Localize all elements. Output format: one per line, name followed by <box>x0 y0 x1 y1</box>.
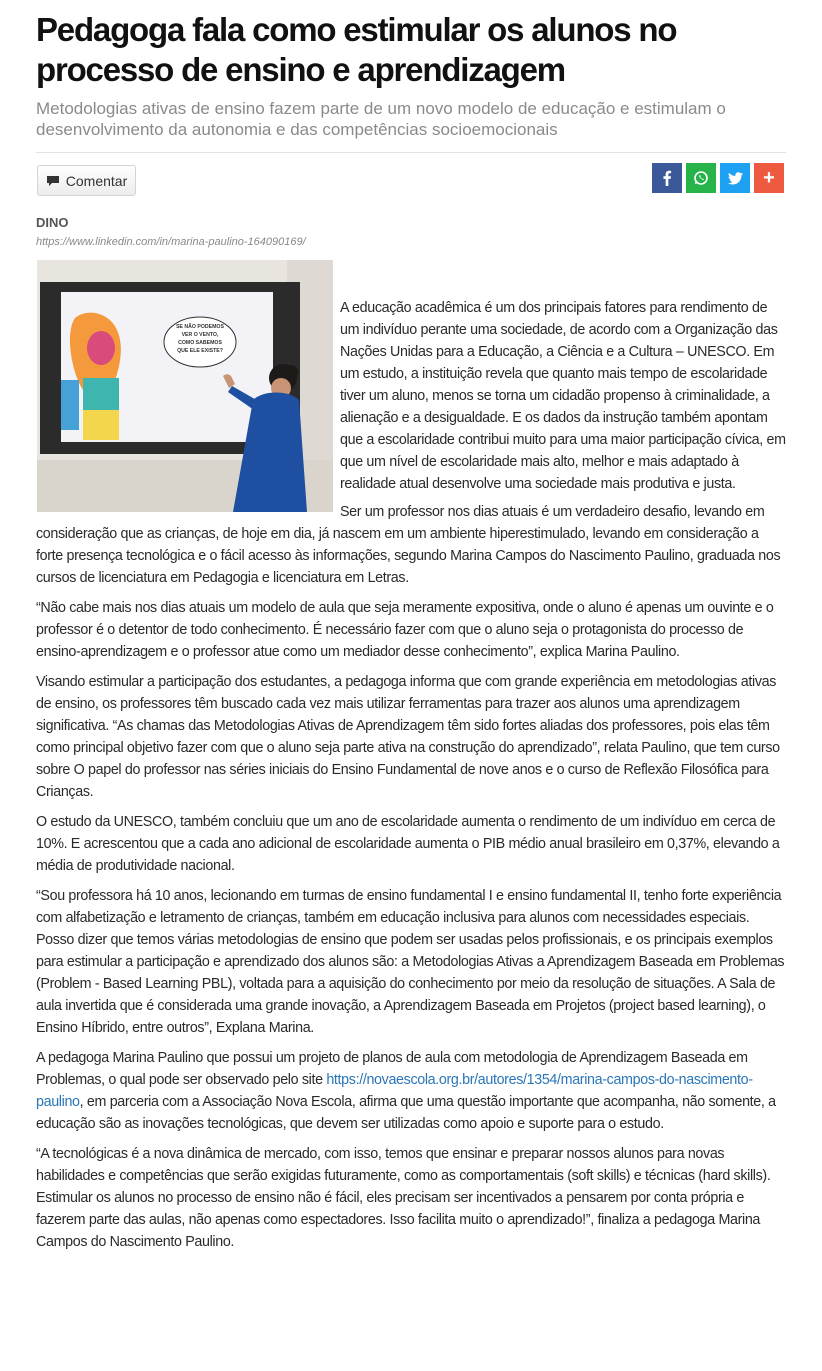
paragraph: “Sou professora há 10 anos, lecionando em turmas de ensino fundamental I e ensino fundamental II, tenho forte experiência com alfabetização e letramento de crianças, também em educação inclusiva para alunos com necessidades especiais. Posso dizer que temos várias metodologias de ensino que podem ser usadas pelos profissionais, e os principais exemplos para estimular a participação e aprendizado dos alunos são: a Metodologias Ativas a Aprendizagem Baseada em Problemas (Problem - Based Learning PBL), voltada para a aquisição do conhecimento por meio da resolução de situações. A Sala de aula invertida que é considerada uma grande inovação, a Aprendizagem Baseada em Projetos (project based learning), o Ensino Híbrido, entre outros”, Explana Marina. <box>36 888 785 1036</box>
share-facebook-button[interactable] <box>652 163 682 193</box>
article-body <box>36 297 786 1261</box>
whatsapp-icon <box>693 170 709 186</box>
article-title: Pedagoga fala como estimular os alunos no processo de ensino e aprendizagem <box>36 11 677 88</box>
paragraph: “Não cabe mais nos dias atuais um modelo de aula que seja meramente expositiva, onde o aluno é apenas um ouvinte e o professor é o detentor de todo conhecimento. É necessário fazer com que o aluno seja o protagonista do processo de ensino-aprendizagem e o professor atue como um mediador desse conhecimento”, explica Marina Paulino. <box>36 600 774 660</box>
comment-icon <box>46 175 60 186</box>
comment-button[interactable] <box>37 165 136 196</box>
paragraph: A educação acadêmica é um dos principais fatores para rendimento de um indivíduo perante uma sociedade, de acordo com a Organização das Nações Unidas para a Educação, a Ciência e a Cultura – UNESCO. Em um estudo, a instituição revela que quanto mais tempo de escolaridade tiver um aluno, menos se torna um cidadão propenso à criminalidade, a alienação e a desigualdade. E os dados da instrução também apontam que a escolaridade contribui muito para uma maior participação cívica, em que um nível de escolaridade mais alto, melhor e mais adaptado à realidade atual desenvolve uma sociedade mais produtiva e justa. <box>340 300 786 492</box>
divider <box>36 152 786 153</box>
paragraph: O estudo da UNESCO, também concluiu que um ano de escolaridade aumenta o rendimento de um indivíduo em cerca de 10%. E acrescentou que a cada ano adicional de escolaridade aumenta o PIB médio anual brasileiro em 0,37%, elevando a média de produtividade nacional. <box>36 814 780 874</box>
svg-text:SE NÃO PODEMOS: SE NÃO PODEMOS <box>176 324 224 330</box>
svg-text:COMO SABEMOS: COMO SABEMOS <box>178 340 222 346</box>
paragraph <box>36 501 786 589</box>
source-url: https://www.linkedin.com/in/marina-paulino-164090169/ <box>36 236 306 248</box>
paragraph-text: A pedagoga Marina Paulino que possui um projeto de planos de aula com metodologia de Aprendizagem Baseada em Problemas, o qual pode ser observado pelo site <box>36 1050 748 1088</box>
paragraph-text: Ser um professor nos dias atuais é um verdadeiro desafio, levando em consideração que as crianças, de hoje em dia, já nascem em um ambiente hiperestimulado, levando em consideração a forte presença tecnológica e o fácil acesso às informações, segundo Marina Campos do Nascimento Paulino, graduada nos cursos de licenciatura em Pedagogia e licenciatura em Letras. <box>36 504 781 586</box>
svg-text:VER O VENTO,: VER O VENTO, <box>181 332 219 338</box>
paragraph-text: , em parceria com a Associação Nova Escola, afirma que uma questão importante que acompanha, não somente, a educação são as inovações tecnológicas, que devem ser utilizadas como apoio e suporte para o estudo. <box>36 1094 776 1132</box>
share-more-button[interactable]: + <box>754 163 784 193</box>
paragraph: Visando estimular a participação dos estudantes, a pedagoga informa que com grande experiência em metodologias ativas de ensino, os professores têm buscado cada vez mais utilizar ferramentas para trazer aos alunos uma aprendizagem significativa. “As chamas das Metodologias Ativas de Aprendizagem têm sido fortes aliadas dos professores, pois elas têm como principal objetivo fazer com que o aluno seja parte ativa na construção do aprendizado”, relata Paulino, que tem curso sobre O papel do professor nas séries iniciais do Ensino Fundamental de nove anos e o curso de Reflexão Filosófica para Crianças. <box>36 674 780 800</box>
source-name: DINO <box>36 215 69 230</box>
share-twitter-button[interactable] <box>720 163 750 193</box>
paragraph <box>36 1047 786 1135</box>
paragraph: “A tecnológicas é a nova dinâmica de mercado, com isso, temos que ensinar e preparar nossos alunos para novas habilidades e competências que serão exigidas futuramente, como as comportamentais (soft skills) e técnicas (hard skills). Estimular os alunos no processo de ensino não é fácil, eles precisam ser incentivados a pensarem por conta própria e fazerem parte das aulas, não apenas como espectadores. Isso facilita muito o aprendizado!”, finaliza a pedagoga Marina Campos do Nascimento Paulino. <box>36 1146 771 1250</box>
share-whatsapp-button[interactable] <box>686 163 716 193</box>
twitter-icon <box>728 172 743 185</box>
facebook-icon <box>660 170 674 186</box>
novaescola-link[interactable]: https://novaescola.org.br/autores/1354/marina-campos-do-nascimento-paulino <box>36 1072 753 1110</box>
article-subtitle: Metodologias ativas de ensino fazem parte de um novo modelo de educação e estimulam o desenvolvimento da autonomia e das competências socioemocionais <box>36 99 726 139</box>
comment-label: Comentar <box>65 172 128 189</box>
svg-text:QUE ELE EXISTE?: QUE ELE EXISTE? <box>177 348 223 354</box>
